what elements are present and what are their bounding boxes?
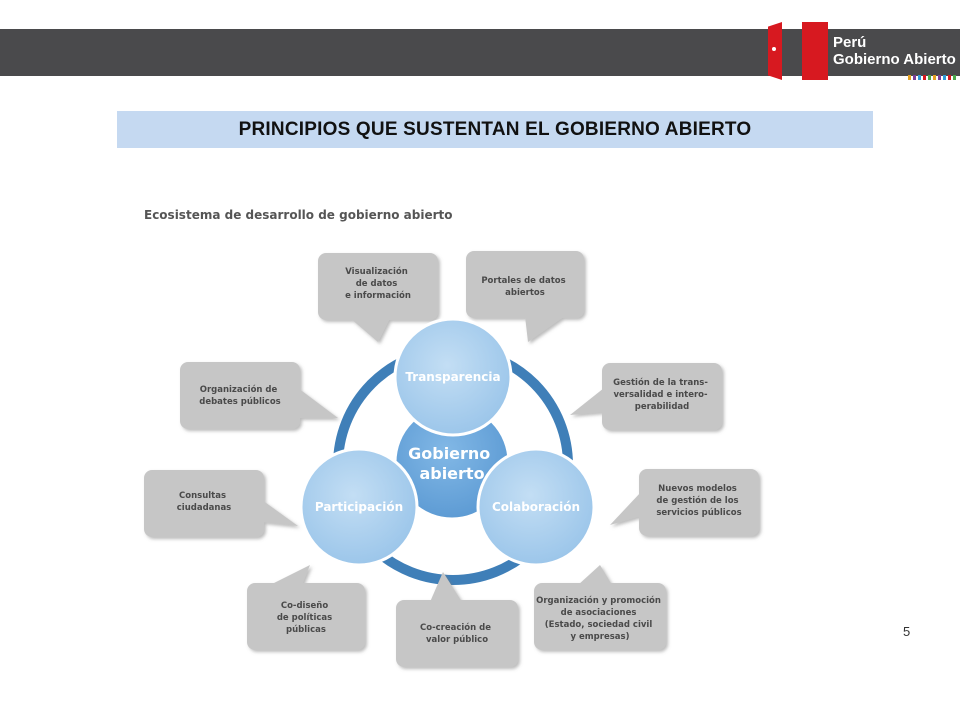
center-label: Gobierno abierto bbox=[408, 444, 491, 483]
slide-title: PRINCIPIOS QUE SUSTENTAN EL GOBIERNO ABIERTO bbox=[238, 118, 752, 140]
bubble-consultas-text: Consultas ciudadanas bbox=[176, 491, 232, 513]
bubble-organizacion-debates-text: Organización de debates públicos bbox=[199, 385, 281, 407]
logo-line-peru: Perú bbox=[833, 34, 867, 51]
bubble-portales-text: Portales de datos abiertos bbox=[481, 276, 566, 298]
bubble-gestion-text: Gestión de la trans- versalidad e intero- perabilidad bbox=[613, 378, 708, 412]
bubble-visualizacion-text: Visualización de datos e información bbox=[345, 267, 411, 301]
bubble-asociaciones-text: Organización y promoción de asociaciones (Estado, sociedad civil y empresas) bbox=[536, 596, 661, 642]
bubble-cocreacion bbox=[396, 572, 518, 667]
pillar-colaboracion-label: Colaboración bbox=[491, 500, 581, 514]
bubble-nuevos-modelos-text: Nuevos modelos de gestión de los servicios públicos bbox=[656, 484, 742, 518]
pillar-transparencia-label: Transparencia bbox=[405, 370, 501, 384]
bubble-organizacion-debates bbox=[180, 362, 338, 429]
page-number: 5 bbox=[903, 624, 911, 639]
bubble-codiseno-text: Co-diseño de políticas públicas bbox=[276, 601, 333, 635]
diagram-subtitle: Ecosistema de desarrollo de gobierno abierto bbox=[144, 208, 453, 222]
logo-line-gobierno-abierto: Gobierno Abierto bbox=[833, 51, 956, 68]
pillar-participacion-label: Participación bbox=[314, 500, 404, 514]
bubble-cocreacion-text: Co-creación de valor público bbox=[420, 623, 492, 645]
